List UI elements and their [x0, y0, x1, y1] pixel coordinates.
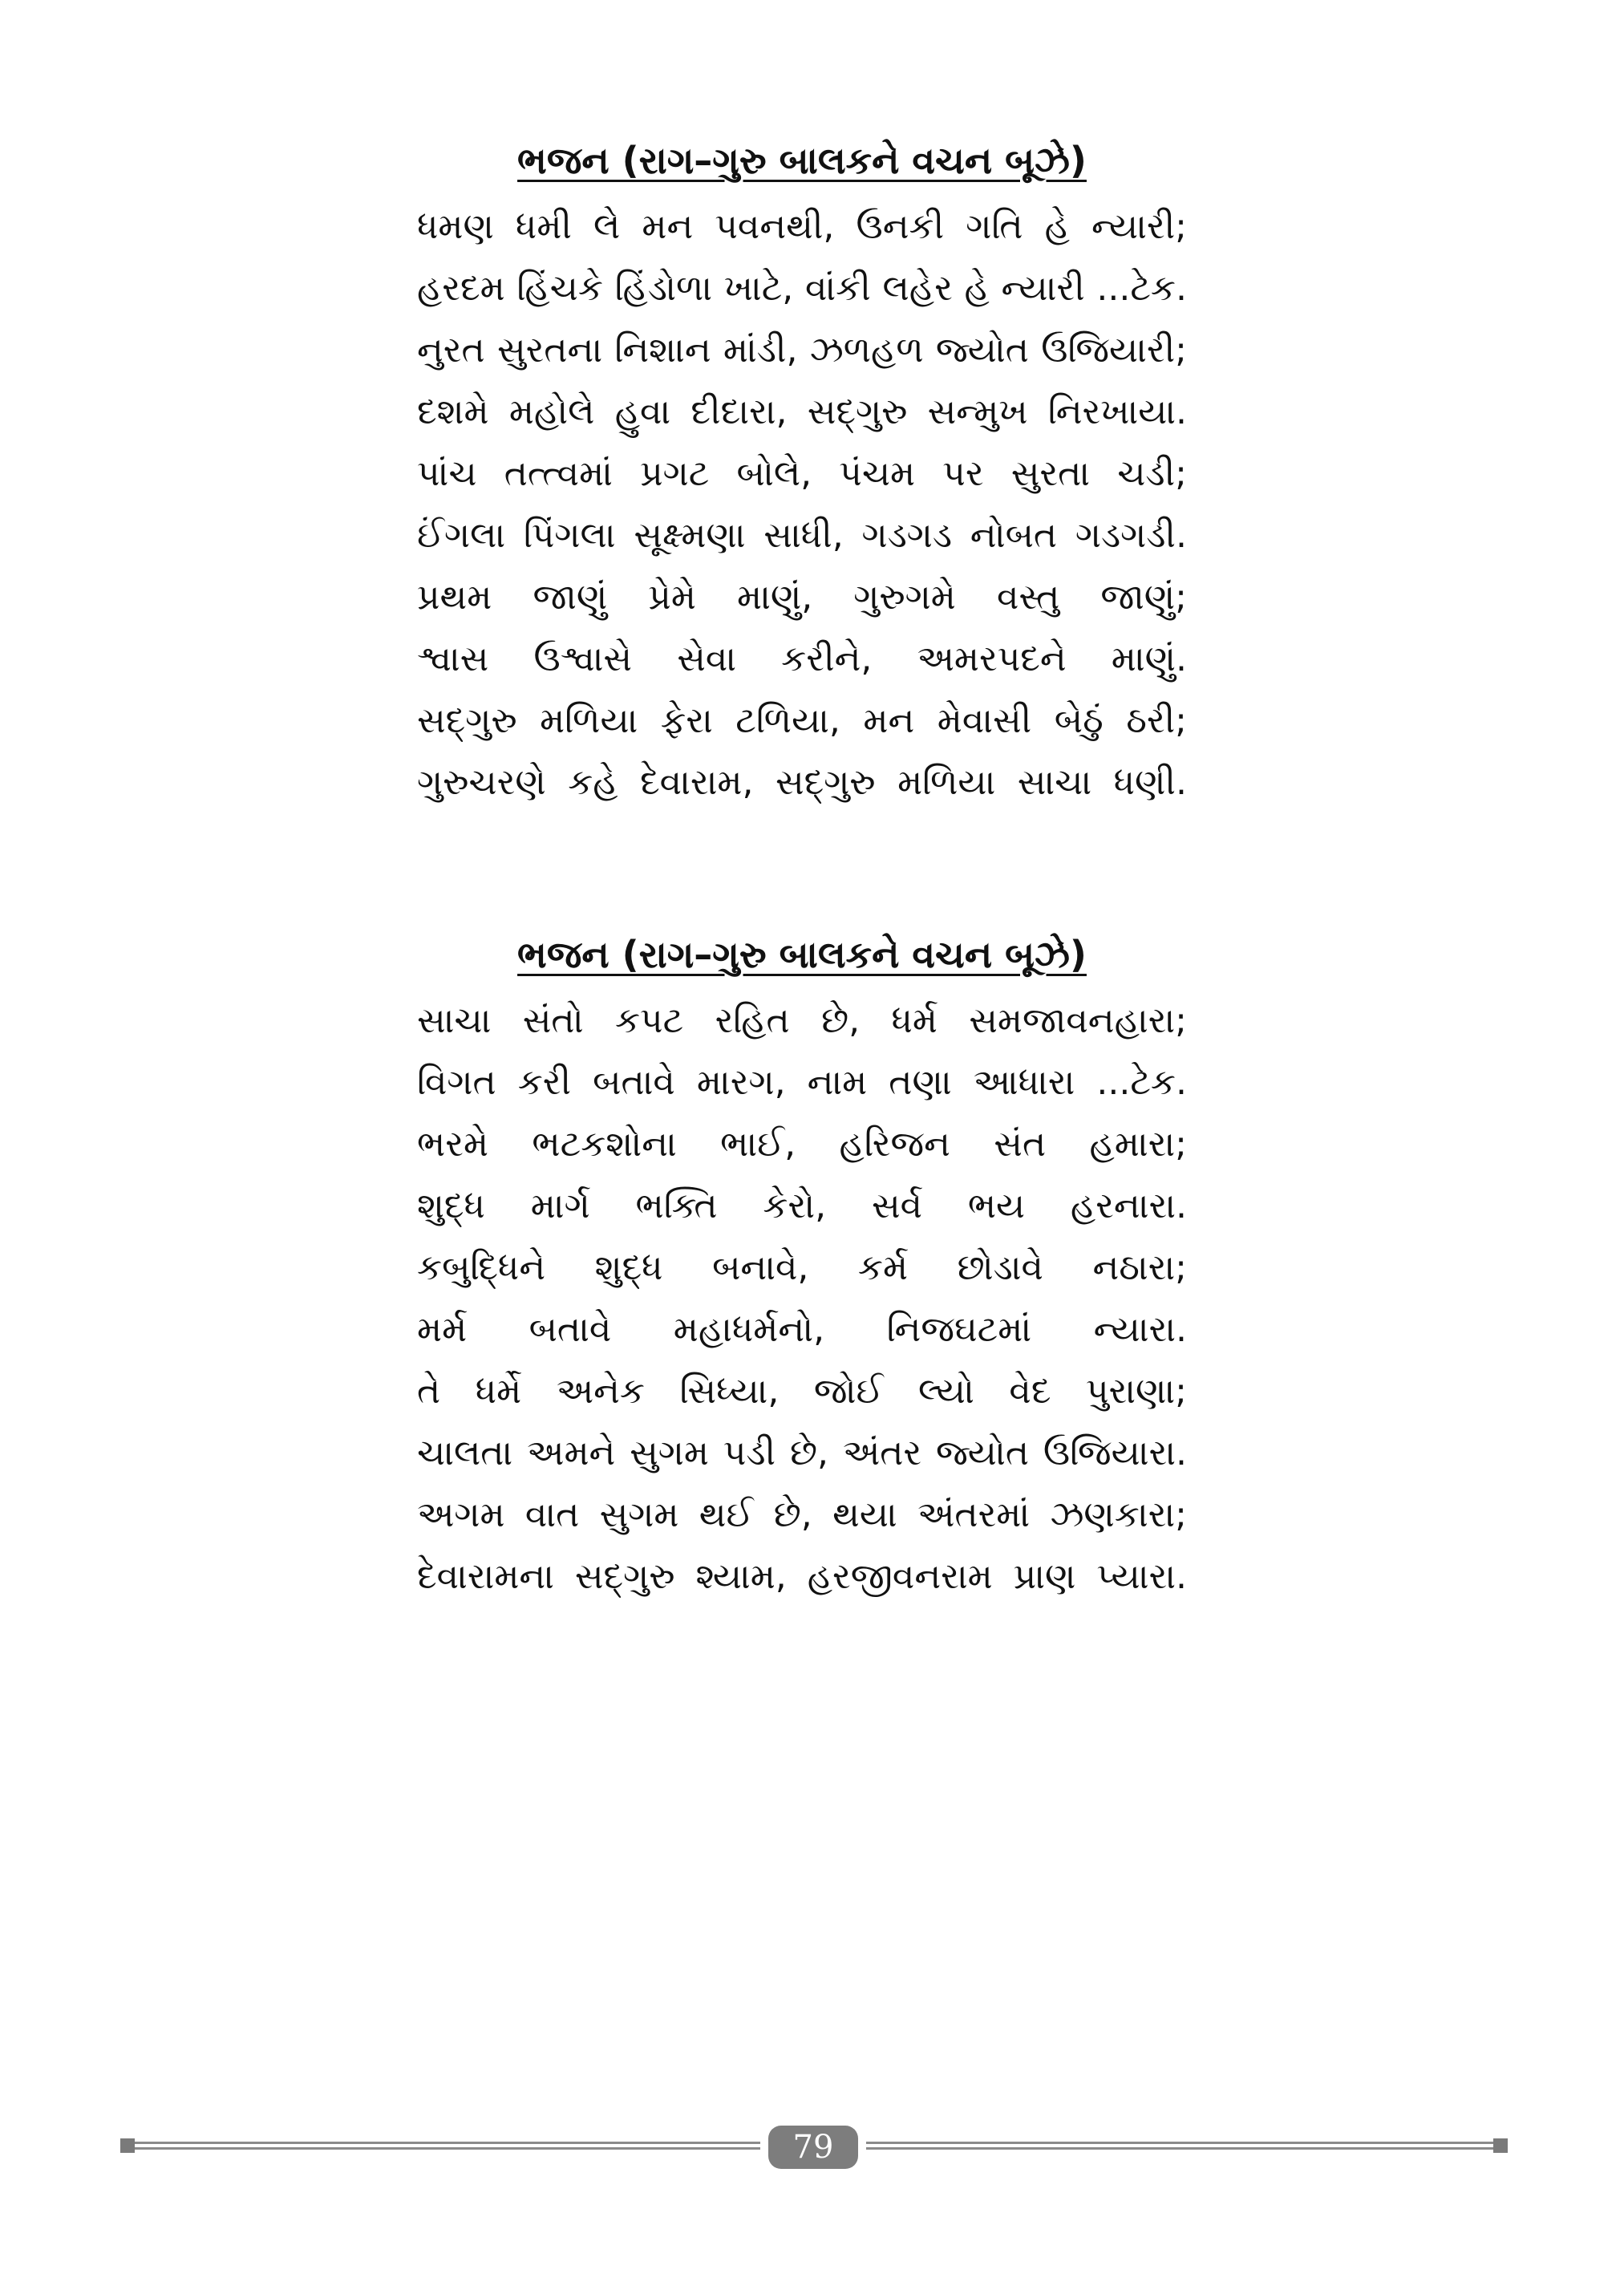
verse-line: ગુરુચરણે કહે દેવારામ, સદ્ગુરુ મળિયા સાચા ધણી.	[417, 762, 1187, 803]
bhajan-heading-2: ભજન (રાગ–ગુરુ બાલકને વચન બૂઝે)	[517, 933, 1087, 976]
verse-line: વિગત કરી બતાવે મારગ, નામ તણા આધારા ...ટેક.	[417, 1062, 1187, 1103]
footer-rule-right	[866, 2142, 1493, 2150]
verse-line: ધમણ ધમી લે મન પવનથી, ઉનકી ગતિ હે ન્યારી;	[417, 206, 1187, 247]
verse-line: કબુદ્ધિને શુદ્ધ બનાવે, કર્મ છોડાવે નઠારા;	[417, 1247, 1187, 1288]
verse-line: શુદ્ધ માર્ગ ભક્તિ કેરો, સર્વ ભય હરનારા.	[417, 1186, 1187, 1226]
verse-line: શ્વાસ ઉશ્વાસે સેવા કરીને, અમરપદને માણું.	[417, 638, 1187, 679]
verse-line: દેવારામના સદ્ગુરુ શ્યામ, હરજીવનરામ પ્રાણ પ્યારા.	[417, 1556, 1187, 1597]
verse-line: સદ્ગુરુ મળિયા ફેરા ટળિયા, મન મેવાસી બેઠું ઠરી;	[417, 700, 1187, 741]
verse-line: અગમ વાત સુગમ થઈ છે, થયા અંતરમાં ઝણકારા;	[417, 1494, 1187, 1535]
verse-line: નુરત સુરતના નિશાન માંડી, ઝળહળ જ્યોત ઉજિયારી;	[417, 330, 1187, 371]
verse-line: ભરમે ભટકશોના ભાઈ, હરિજન સંત હમારા;	[417, 1124, 1187, 1165]
verse-line: હરદમ હિંચકે હિંડોળા ખાટે, વાંકી લહેર હે ન્યારી ...ટેક.	[417, 268, 1187, 309]
footer-rule-cap-right	[1493, 2138, 1508, 2153]
verse-line: તે ધર્મે અનેક સિધ્યા, જોઈ લ્યો વેદ પુરાણા;	[417, 1371, 1187, 1412]
verse-line: પાંચ તત્ત્વમાં પ્રગટ બોલે, પંચમ પર સુરતા ચડી;	[417, 453, 1187, 494]
bhajan-section-1	[417, 136, 1187, 813]
verse-line: દશમે મહોલે હુવા દીદારા, સદ્ગુરુ સન્મુખ નિરખાયા.	[417, 391, 1187, 432]
verse-line: પ્રથમ જાણું પ્રેમે માણું, ગુરુગમે વસ્તુ જાણું;	[417, 577, 1187, 618]
verse-line: મર્મ બતાવે મહાધર્મનો, નિજઘટમાં ન્યારા.	[417, 1309, 1187, 1350]
footer-rule-left	[135, 2142, 760, 2150]
page-number: 79	[768, 2126, 858, 2169]
bhajan-section-2	[417, 930, 1187, 1607]
bhajan-heading-1: ભજન (રાગ–ગુરુ બાલકને વચન બૂઝે)	[517, 139, 1087, 182]
verse-line: ચાલતા અમને સુગમ પડી છે, અંતર જ્યોત ઉજિયારા.	[417, 1433, 1187, 1473]
page-footer	[120, 2126, 1508, 2170]
footer-rule-cap-left	[120, 2138, 135, 2153]
verse-line: ઈંગલા પિંગલા સૂક્ષ્મણા સાધી, ગડગડ નોબત ગડગડી.	[417, 515, 1187, 556]
verse-line: સાચા સંતો કપટ રહિત છે, ધર્મ સમજાવનહારા;	[417, 1000, 1187, 1041]
